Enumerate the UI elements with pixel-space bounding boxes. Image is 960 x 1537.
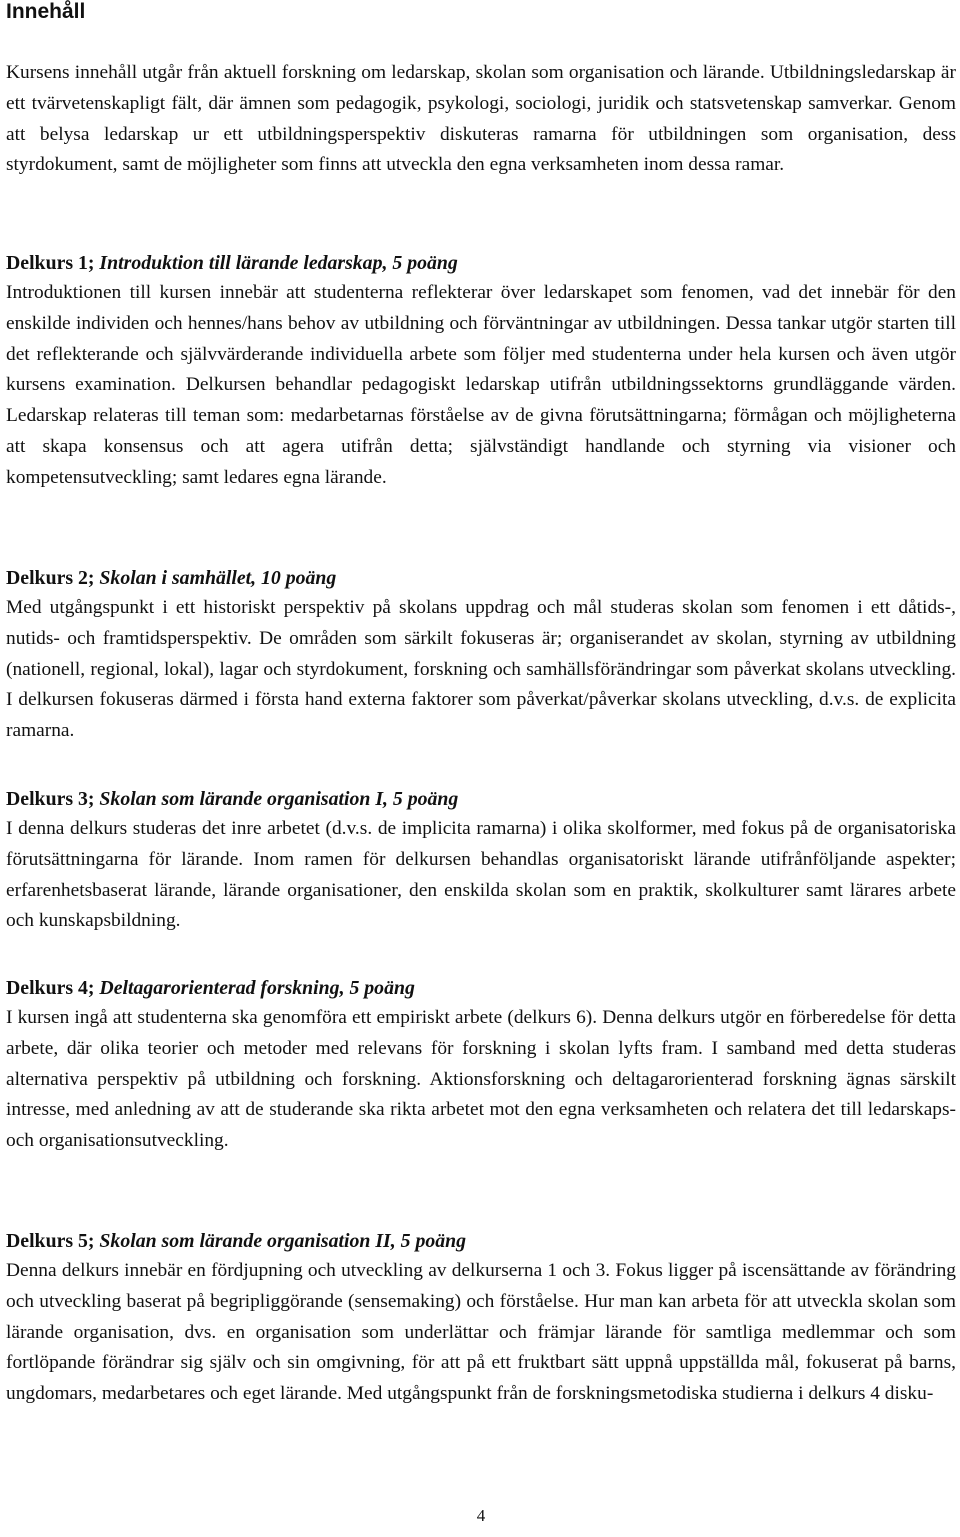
section-delkurs-3 [6,784,956,937]
section-delkurs-4 [6,973,956,1157]
section-title: Skolan som lärande organisation II, 5 poäng [99,1230,467,1252]
section-body: Med utgångspunkt i ett historiskt perspektiv på skolans uppdrag och mål studeras skolan som fenomen i ett dåtids-, nutids- och framtidsperspektiv. De områden som särkilt fokuseras är; organiserandet av skolan, styrning av utbildning (nationell, regional, lokal), lagar och styrdokument, forskning och samhällsförändringar som påverkat skolans utveckling. I delkursen fokuseras därmed i första hand externa faktorer som påverkat/påverkar skolans utveckling, d.v.s. de explicita ramarna. [6,597,956,742]
section-label: Delkurs 1; [6,252,95,274]
intro-paragraph: Kursens innehåll utgår från aktuell forskning om ledarskap, skolan som organisation och lärande. Utbildningsledarskap är ett tvärvetenskapligt fält, där ämnen som pedagogik, psykologi, sociologi, juridik och statsvetenskap samverkar. Genom att belysa ledarskap ur ett utbildningsperspektiv diskuteras ramarna för utbildningen som organisation, dess styrdokument, samt de möjligheter som finns att utveckla den egna verksamheten inom dessa ramar. [6,62,956,176]
section-label: Delkurs 3; [6,788,95,810]
section-delkurs-1 [6,248,956,494]
section-body: Introduktionen till kursen innebär att studenterna reflekterar över ledarskapet som fenomen, vad det innebär för den enskilde individen och hennes/hans behov av utbildning och förväntningar av utbildningen. Dessa tankar utgör starten till det reflekterande och självvärderande individuella arbete som följer med studenterna under hela kursen och även utgör kursens examination. Delkursen behandlar pedagogiskt ledarskap utifrån utbildningssektorns grundläggande värden. Ledarskap relateras till teman som: medarbetarnas förståelse av de givna förutsättningarna; förmågan och möjligheterna att skapa konsensus och att agera utifrån detta; självständigt handlande och styrning via visioner och kompetensutveckling; samt ledares egna lärande. [6,282,956,488]
section-delkurs-5 [6,1226,956,1410]
section-delkurs-2 [6,563,956,747]
section-heading [6,973,956,1003]
section-heading [6,784,956,814]
section-title: Skolan i samhället, 10 poäng [99,567,337,589]
page-heading: Innehåll [6,0,86,23]
section-body: I kursen ingå att studenterna ska genomföra ett empiriskt arbete (delkurs 6). Denna delkurs utgör en förberedelse för detta arbete, där olika teorier och metoder med relevans för forskning i skolan lyfts fram. I samband med detta studeras alternativa perspektiv på utbildning och forskning. Aktionsforskning och deltagarorienterad forskning ägnas särskilt intresse, med anledning av att de studerande ska rikta arbetet mot den egna verksamheten och relatera det till ledarskaps- och organisationsutveckling. [6,1007,956,1152]
section-heading [6,248,956,278]
section-title: Introduktion till lärande ledarskap, 5 poäng [99,252,458,274]
section-title: Deltagarorienterad forskning, 5 poäng [99,977,415,999]
intro-section [6,58,956,181]
section-body: I denna delkurs studeras det inre arbetet (d.v.s. de implicita ramarna) i olika skolformer, med fokus på de organisatoriska förutsättningarna för lärande. Inom ramen för delkursen behandlas organisatoriskt lärande utifrånföljande aspekter; erfarenhetsbaserat lärande, lärande organisationer, den enskilda skolan som en praktik, skolkulturer samt lärares arbete och kunskapsbildning. [6,818,956,932]
section-heading [6,1226,956,1256]
section-body: Denna delkurs innebär en fördjupning och utveckling av delkurserna 1 och 3. Fokus ligger på iscensättande av förändring och utveckling baserat på begripliggörande (sensemaking) och förståelse. Hur man kan arbeta för att utveckla skolan som lärande organisation, dvs. en organisation som underlättar och främjar lärande för samtliga medlemmar och som fortlöpande förändrar sig själv och sin omgivning, för att på ett fruktbart sätt uppnå uppställda mål, fokuserat på barns, ungdomars, medarbetares och eget lärande. Med utgångspunkt från de forskningsmetodiska studierna i delkurs 4 disku- [6,1260,956,1405]
section-heading [6,563,956,593]
section-label: Delkurs 4; [6,977,95,999]
section-label: Delkurs 5; [6,1230,95,1252]
document-page [6,0,956,1537]
section-label: Delkurs 2; [6,567,95,589]
section-title: Skolan som lärande organisation I, 5 poäng [99,788,459,810]
page-number: 4 [476,1506,486,1525]
